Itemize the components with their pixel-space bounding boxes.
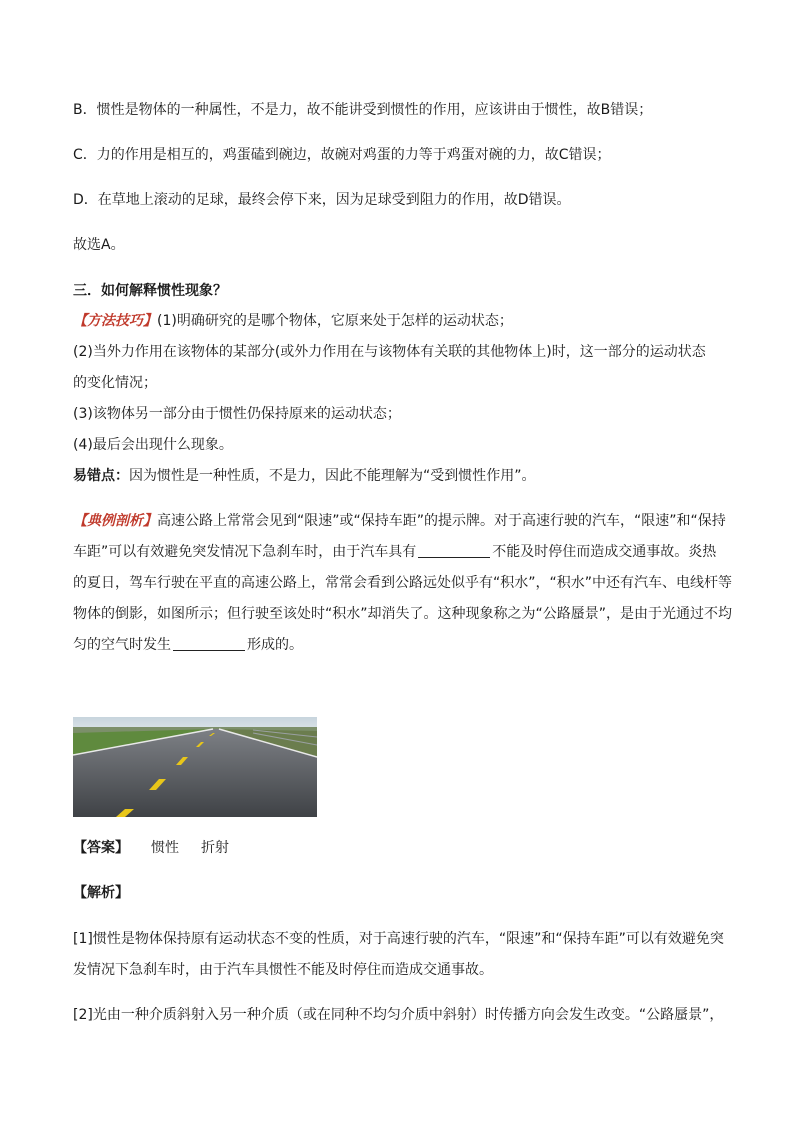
method-step-2a: (2)当外力作用在该物体的某部分(或外力作用在与该物体有关联的其他物体上)时，这一部分的运动状态 [73,344,706,360]
error-label: 易错点： [73,468,129,484]
method-step-3: (3)该物体另一部分由于惯性仍保持原来的运动状态； [73,406,401,422]
answer-blank-2 [173,636,245,651]
example-p1: 高速公路上常常会见到“限速”或“保持车距”的提示牌。对于高速行驶的汽车，“限速”和“保持 [157,513,726,529]
method-step-1 [73,311,513,331]
example-line-2 [73,542,716,562]
option-d-text: D．在草地上滚动的足球，最终会停下来，因为足球受到阻力的作用，故D错误。 [73,192,571,208]
analysis-p1a: [1]惯性是物体保持原有运动状态不变的性质，对于高速行驶的汽车，“限速”和“保持车距”可以有效避免突 [73,931,724,947]
analysis-p1b: 发情况下急刹车时，由于汽车具惯性不能及时停住而造成交通事故。 [73,962,493,978]
answer-2: 折射 [201,840,229,856]
method-step-4: (4)最后会出现什么现象。 [73,437,233,453]
analysis-p2: [2]光由一种介质斜射入另一种介质（或在同种不均匀介质中斜射）时传播方向会发生改变。“公路蜃景”， [73,1007,724,1023]
answer-line [73,838,229,858]
highway-road-photo [73,717,317,817]
example-p5b: 形成的。 [247,637,303,653]
example-p5a: 匀的空气时发生 [73,637,171,653]
step-1-text: (1)明确研究的是哪个物体，它原来处于怎样的运动状态； [157,313,513,329]
option-c-text: C．力的作用是相互的，鸡蛋磕到碗边，故碗对鸡蛋的力等于鸡蛋对碗的力，故C错误； [73,147,611,163]
highway-road-photo-svg [73,717,317,817]
option-b-text: B．惯性是物体的一种属性，不是力，故不能讲受到惯性的作用，应该讲由于惯性，故B错误； [73,102,653,118]
example-p2a: 车距”可以有效避免突发情况下急刹车时，由于汽车具有 [73,544,417,560]
method-tag: 【方法技巧】 [73,313,157,329]
example-p2b: 不能及时停住而造成交通事故。炎热 [492,544,717,560]
method-step-2b: 的变化情况； [73,375,157,391]
section-heading: 三．如何解释惯性现象？ [73,283,227,299]
error-text: 因为惯性是一种性质，不是力，因此不能理解为“受到惯性作用”。 [129,468,536,484]
example-line-4: 物体的倒影，如图所示；但行驶至该处时“积水”却消失了。这种现象称之为“公路蜃景”，是由于光通过不均 [73,606,733,622]
example-line-3: 的夏日，驾车行驶在平直的高速公路上，常常会看到公路远处似乎有“积水”，“积水”中还有汽车、电线杆等 [73,575,733,591]
answer-blank-1 [418,543,490,558]
example-line-5 [73,635,303,655]
final-choice-text: 故选A。 [73,237,125,253]
example-line-1 [73,511,726,531]
analysis-label: 【解析】 [73,885,129,901]
answer-label: 【答案】 [73,840,129,856]
example-tag: 【典例剖析】 [73,513,157,529]
answer-1: 惯性 [151,840,179,856]
error-point [73,466,536,486]
